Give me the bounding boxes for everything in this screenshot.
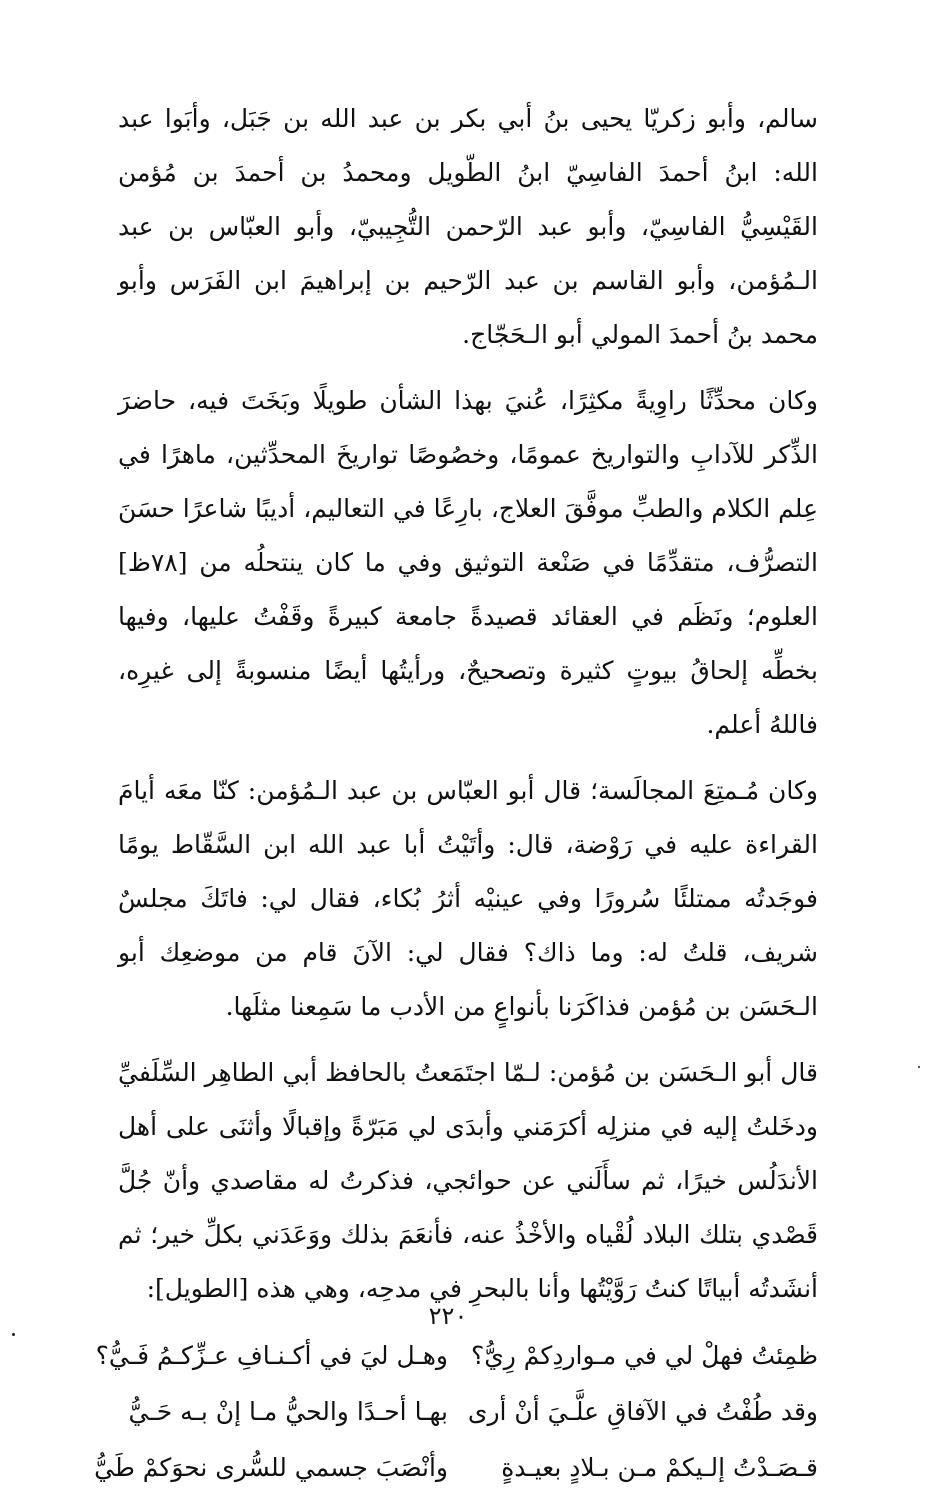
- paragraph-2: وكان محدِّثًا راوِيةً مكثِرًا، عُنيَ بهذا الشأن طويلًا وبَخَتَ فيه، حاضرَ الذِّكر للآدابِ والتواريخ عمومًا، وخصُوصًا تواريخَ المحدِّثين، ماهرًا في عِلم الكلام والطبِّ موفَّقَ العلاج، بارِعًا في التعاليم، أديبًا شاعرًا حسَنَ التصرُّف، متقدِّمًا في صَنْعة التوثيق وفي ما كان ينتحلُه من [٧٨ظ] العلوم؛ ونَظَم في العقائد قصيدةً جامعة كبيرةً وقَفْتُ عليها، وفيها بخطِّه إلحاقُ بيوتٍ كثيرة وتصحيحٌ، ورأيتُها أيضًا منسوبةً إلى غيرِه، فاللهُ أعلم.: [118, 386, 818, 739]
- paragraph-1: سالم، وأبو زكريّا يحيى بنُ أبي بكر بن عبد الله بن جَبَل، وأبَوا عبد الله: ابنُ أحمدَ الفاسِيّ ابنُ الطّويل ومحمدُ بن أحمدَ بن مُؤمن القَيْسِيُّ الفاسِيّ، وأبو عبد الرّحمن التُّجِيبيّ، وأبو العبّاس بن عبد الـمُؤمن، وأبو القاسم بن عبد الرّحيم بن إبراهيمَ ابن الفَرَس وأبو محمد بنُ أحمدَ المولي أبو الـحَجّاج.: [118, 104, 818, 349]
- verse-second-hemistich: وأنْصَبَ جسمي للسُّرى نحوَكمْ طَيُّ: [94, 1453, 448, 1482]
- verse-first-hemistich: وقد طُفْتُ في الآفاقِ علَّـيَ أنْ أرى: [467, 1397, 818, 1426]
- verse-line: [95, 1328, 818, 1384]
- verse-first-hemistich: ظمِئتُ فهلْ لي في مـواردِكمْ رِيُّ؟: [470, 1341, 818, 1370]
- verse-first-hemistich: قـصَـدْتُ إلـيكمْ مـن بـلادٍ بعيـدةٍ: [501, 1453, 818, 1482]
- paragraph-4: قال أبو الـحَسَن بن مُؤمن: لـمّا اجتَمَعتُ بالحافظ أبي الطاهِر السِّلَفيِّ ودخَلتُ إليه في منزلِه أكرَمَني وأبدَى لي مَبَرّةً وإقبالًا وأثنَى على أهل الأندَلُس خيرًا، ثم سأَلَني عن حوائجي، فذكرتُ له مقاصدي وأنّ جُلَّ قَصْدي بتلك البلاد لُقْياه والأخْذُ عنه، فأنعَمَ بذلك ووَعَدَني بكلِّ خير؛ ثم أنشَدتُه أبياتًا كنتُ رَوَّيْتُها وأنا بالبحرِ في مدحِه، وهي هذه [الطويل]:: [118, 1058, 818, 1303]
- poem-verses: [94, 1328, 818, 1496]
- verse-line: [94, 1440, 818, 1496]
- verse-second-hemistich: بهـا أحـدًا والحيُّ مـا إنْ بـه حَـيُّ: [128, 1397, 448, 1426]
- paragraph-3: وكان مُـمتِعَ المجالَسة؛ قال أبو العبّاس بن عبد الـمُؤمن: كنّا معَه أيامَ القراءة عليه في رَوْضة، قال: وأتَيْتُ أبا عبد الله ابن السَّقّاط يومًا فوجَدتُه ممتلئًا سُرورًا وفي عينيْه أثرُ بُكاء، فقال لي: فاتَكَ مجلسٌ شريف، قلتُ له: وما ذاك؟ فقال لي: الآنَ قام من موضعِك أبو الـحَسَن بن مُؤمن فذاكَرَنا بأنواعٍ من الأدب ما سَمِعنا مثلَها.: [118, 776, 818, 1021]
- verse-second-hemistich: وهـل ليَ في أكـنـافِ عـزِّكـمُ فَـيُّ؟: [95, 1341, 448, 1370]
- scan-speck: [12, 1333, 15, 1336]
- page-body: [94, 92, 818, 1496]
- verse-line: [118, 1384, 818, 1440]
- scan-speck: [918, 1066, 920, 1068]
- page-number: ٢٢٠: [428, 1302, 468, 1330]
